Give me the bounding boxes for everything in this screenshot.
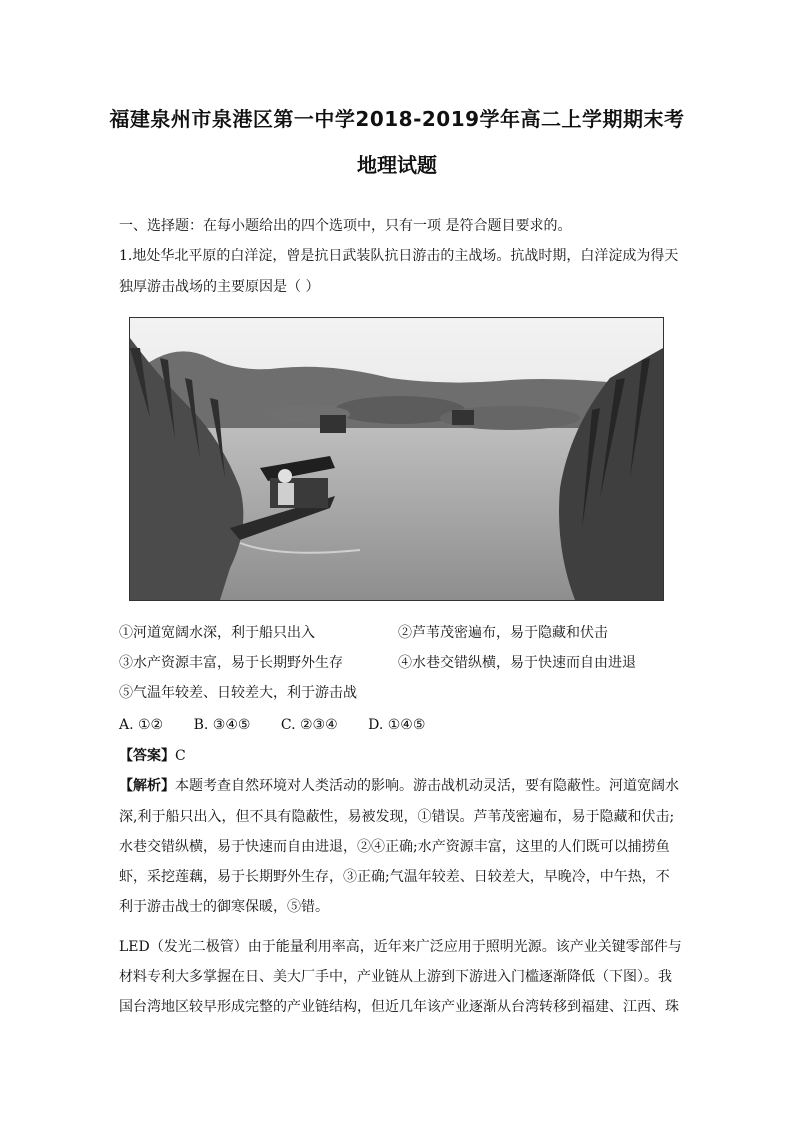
answer-value: C <box>175 748 186 764</box>
analysis-text-1: 本题考查自然环境对人类活动的影响。游击战机动灵活，要有隐蔽性。河道宽阔水 <box>175 778 679 794</box>
question-photo <box>129 317 664 601</box>
analysis-line4: 虾，采挖莲藕，易于长期野外生存，③正确;气温年较差、日较差大，早晚冷，中午热，不 <box>119 869 670 885</box>
passage-line2: 材料专利大多掌握在日、美大厂手中，产业链从上游到下游进入门槛逐渐降低（下图）。我 <box>119 969 672 985</box>
question-stem-line1: 1.地处华北平原的白洋淀，曾是抗日武装队抗日游击的主战场。抗战时期，白洋淀成为得天 <box>119 248 679 264</box>
analysis-line1 <box>119 777 679 795</box>
answer-label: 【答案】 <box>119 748 175 764</box>
analysis-line2: 深,利于船只出入，但不具有隐蔽性，易被发现，①错误。芦苇茂密遍布，易于隐藏和伏击; <box>119 809 675 825</box>
analysis-label: 【解析】 <box>119 778 175 794</box>
passage-line3: 国台湾地区较早形成完整的产业链结构，但近几年该产业逐渐从台湾转移到福建、江西、珠 <box>119 999 679 1015</box>
choice-c: C. ②③④ <box>280 717 338 733</box>
option-2: ②芦苇茂密遍布，易于隐藏和伏击 <box>398 625 608 641</box>
answer-choices <box>119 716 451 734</box>
passage-line1: LED（发光二极管）由于能量利用率高，近年来广泛应用于照明光源。该产业关键零部件与 <box>119 939 682 955</box>
question-stem-line2: 独厚游击战场的主要原因是（ ） <box>119 279 320 295</box>
option-4: ④水巷交错纵横，易于快速而自由进退 <box>398 655 636 671</box>
section-instruction: 一、选择题：在每小题给出的四个选项中，只有一项 是符合题目要求的。 <box>119 218 572 234</box>
option-1: ①河道宽阔水深，利于船只出入 <box>119 625 315 641</box>
document-title-line1: 福建泉州市泉港区第一中学2018-2019学年高二上学期期末考 <box>109 107 685 131</box>
choice-a: A. ①② <box>119 717 164 733</box>
answer-line <box>119 747 186 765</box>
analysis-line3: 水巷交错纵横，易于快速而自由进退，②④正确;水产资源丰富，这里的人们既可以捕捞鱼 <box>119 839 670 855</box>
baiyangdian-boats-photo <box>130 318 663 600</box>
option-5: ⑤气温年较差、日较差大，利于游击战 <box>119 685 357 701</box>
document-title-line2: 地理试题 <box>357 153 437 177</box>
analysis-line5: 利于游击战士的御寒保暖，⑤错。 <box>119 899 329 915</box>
choice-d: D. ①④⑤ <box>368 717 426 733</box>
option-3: ③水产资源丰富，易于长期野外生存 <box>119 655 343 671</box>
choice-b: B. ③④⑤ <box>193 717 251 733</box>
